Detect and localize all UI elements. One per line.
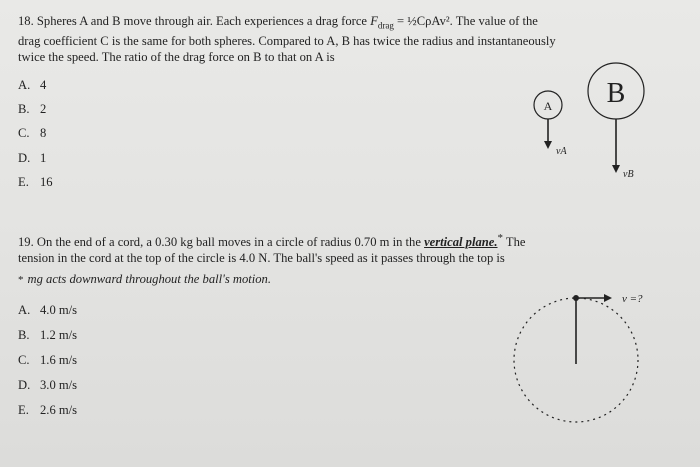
q19-line1	[18, 231, 678, 251]
q19-choice-d[interactable]	[18, 378, 77, 393]
q18-choice-c[interactable]	[18, 126, 46, 141]
choice-letter: E.	[18, 403, 29, 417]
velocity-b-arrowhead	[612, 165, 620, 173]
q19-number: 19.	[18, 235, 34, 250]
choice-value: 2	[40, 102, 47, 116]
sphere-b-label: B	[606, 78, 626, 109]
choice-letter: B.	[18, 328, 30, 342]
choice-letter: B.	[18, 102, 30, 116]
q18-choice-e[interactable]	[18, 175, 53, 190]
q18-line1	[18, 14, 658, 34]
choice-value: 4	[40, 78, 47, 92]
choice-letter: D.	[18, 151, 31, 165]
choice-value: 8	[40, 126, 47, 140]
q18-text-part1: Spheres A and B move through air. Each experiences a drag force	[36, 14, 371, 28]
q19-line2: tension in the cord at the top of the circle is 4.0 N. The ball's speed as it passes through the top is	[18, 250, 505, 265]
q19-text-part1: On the end of a cord, a 0.30 kg ball moves in a circle of radius 0.70 m in the	[36, 235, 425, 250]
q19-text-part2: The	[503, 235, 526, 250]
q19-choice-a[interactable]	[18, 303, 77, 318]
q19-choice-e[interactable]	[18, 403, 77, 418]
choice-value: 1.2 m/s	[40, 328, 78, 342]
choice-value: 16	[40, 175, 53, 189]
velocity-a-arrowhead	[544, 141, 552, 149]
choice-letter: C.	[18, 353, 30, 367]
velocity-label: v =?	[622, 293, 643, 305]
q19-emphasis: vertical plane.	[424, 235, 498, 250]
ball	[573, 295, 579, 301]
q18-formula-rest: = ½CρAv². The value of the	[393, 14, 538, 28]
q19-choice-b[interactable]	[18, 328, 77, 343]
q19-circle-figure	[498, 280, 688, 450]
choice-letter: A.	[18, 78, 31, 92]
velocity-a-label: vA	[556, 146, 567, 157]
note-bullet-icon: *	[18, 274, 24, 287]
choice-value: 1	[40, 151, 47, 165]
q18-formula-sub: drag	[377, 20, 394, 31]
sphere-a-label: A	[543, 99, 553, 113]
velocity-b-label: vB	[623, 169, 634, 180]
velocity-arrowhead	[604, 294, 612, 302]
choice-letter: D.	[18, 378, 31, 392]
q19-note-text: mg acts downward throughout the ball's motion.	[27, 272, 271, 287]
q18-choice-b[interactable]	[18, 102, 46, 117]
q18-line3: twice the speed. The ratio of the drag force on B to that on A is	[18, 49, 335, 64]
q18-choice-a[interactable]	[18, 78, 46, 93]
choice-value: 4.0 m/s	[40, 303, 78, 317]
choice-letter: A.	[18, 303, 31, 317]
q18-spheres-figure	[520, 55, 680, 190]
choice-value: 3.0 m/s	[40, 378, 78, 392]
q18-line2: drag coefficient C is the same for both spheres. Compared to A, B has twice the radius and instantaneously	[18, 34, 556, 49]
choice-value: 1.6 m/s	[40, 353, 78, 367]
q19-choice-c[interactable]	[18, 353, 77, 368]
q18-formula-f: F	[370, 14, 378, 28]
q18-choice-d[interactable]	[18, 151, 46, 166]
choice-letter: E.	[18, 175, 29, 189]
q18-number: 18.	[18, 14, 34, 28]
choice-letter: C.	[18, 126, 30, 140]
choice-value: 2.6 m/s	[40, 403, 78, 417]
note-marker: *	[497, 232, 504, 244]
